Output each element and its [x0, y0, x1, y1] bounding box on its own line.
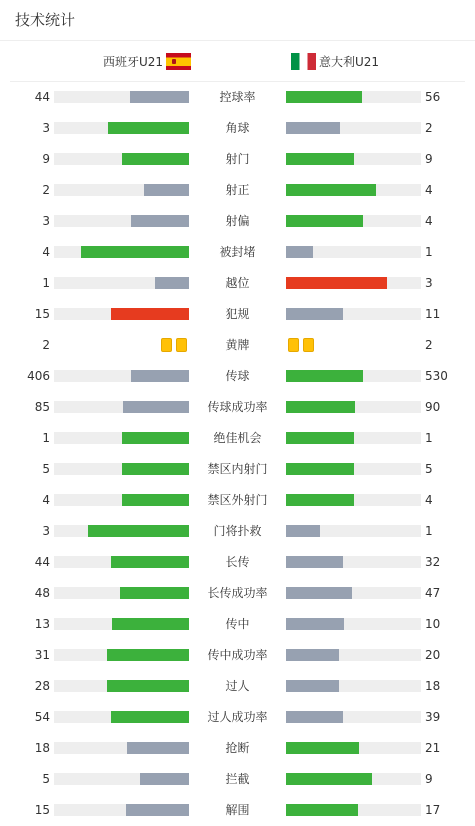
away-bar-fill [286, 91, 362, 103]
home-bar-fill [111, 308, 189, 320]
home-bar-track [54, 494, 189, 506]
stat-row [0, 206, 475, 237]
away-value: 56 [425, 90, 441, 104]
stat-label: 传中 [225, 617, 250, 631]
stat-row [0, 423, 475, 454]
away-bar-fill [286, 432, 354, 444]
away-value: 10 [425, 617, 441, 631]
home-value: 406 [27, 369, 50, 383]
home-bar-track [54, 308, 189, 320]
home-value: 44 [34, 555, 50, 569]
away-value: 1 [425, 524, 433, 538]
stat-label: 传球 [225, 369, 250, 383]
home-bar-track [54, 122, 189, 134]
stat-row [0, 547, 475, 578]
away-value: 1 [425, 431, 433, 445]
away-value: 1 [425, 245, 433, 259]
home-value: 2 [42, 183, 50, 197]
stat-row [0, 454, 475, 485]
home-value: 15 [34, 803, 50, 817]
stat-row [0, 516, 475, 547]
stat-label: 角球 [225, 121, 250, 135]
home-value: 15 [34, 307, 50, 321]
away-bar-fill [286, 153, 354, 165]
stat-row [0, 144, 475, 175]
stat-row [0, 113, 475, 144]
home-bar-fill [126, 804, 189, 816]
stat-label: 门将扑救 [213, 524, 262, 538]
away-bar-track [286, 370, 421, 382]
away-value: 5 [425, 462, 433, 476]
stat-label: 绝佳机会 [213, 431, 262, 445]
away-bar-track [286, 649, 421, 661]
home-bar-track [54, 680, 189, 692]
away-bar-fill [286, 618, 344, 630]
home-bar-track [54, 804, 189, 816]
away-value: 39 [425, 710, 441, 724]
stat-label: 过人 [225, 679, 250, 693]
stat-row [0, 609, 475, 640]
away-bar-fill [286, 680, 339, 692]
away-value: 2 [425, 338, 433, 352]
stat-label: 禁区内射门 [207, 462, 268, 476]
away-yellow-cards [286, 338, 421, 352]
away-bar-track [286, 680, 421, 692]
home-bar-fill [88, 525, 189, 537]
away-bar-fill [286, 649, 339, 661]
home-bar-fill [131, 370, 189, 382]
away-value: 11 [425, 307, 441, 321]
home-bar-fill [81, 246, 189, 258]
stat-label: 射偏 [225, 214, 250, 228]
stat-label: 控球率 [219, 90, 256, 104]
stat-row [0, 392, 475, 423]
home-bar-track [54, 649, 189, 661]
away-bar-track [286, 587, 421, 599]
home-bar-track [54, 463, 189, 475]
home-value: 54 [34, 710, 50, 724]
stat-row [0, 485, 475, 516]
stat-row [0, 733, 475, 764]
away-bar-fill [286, 401, 355, 413]
teams-row [10, 41, 465, 82]
home-bar-track [54, 277, 189, 289]
away-bar-fill [286, 277, 387, 289]
away-bar-fill [286, 122, 340, 134]
home-bar-track [54, 711, 189, 723]
home-bar-track [54, 153, 189, 165]
home-bar-fill [120, 587, 189, 599]
home-bar-track [54, 742, 189, 754]
stat-row [0, 671, 475, 702]
home-bar-fill [155, 277, 189, 289]
away-bar-fill [286, 556, 343, 568]
away-value: 3 [425, 276, 433, 290]
home-bar-track [54, 618, 189, 630]
away-bar-fill [286, 525, 320, 537]
home-bar-fill [127, 742, 189, 754]
page-title: 技术统计 [15, 11, 76, 29]
home-bar-fill [140, 773, 189, 785]
home-bar-fill [144, 184, 189, 196]
away-value: 21 [425, 741, 441, 755]
home-bar-fill [107, 649, 189, 661]
stat-row [0, 361, 475, 392]
away-team[interactable] [291, 52, 379, 70]
away-bar-track [286, 804, 421, 816]
home-value: 1 [42, 431, 50, 445]
home-value: 28 [34, 679, 50, 693]
yellow-card-icon [288, 338, 299, 352]
yellow-card-icon [176, 338, 187, 352]
stat-label: 犯规 [225, 307, 250, 321]
home-bar-track [54, 215, 189, 227]
away-bar-fill [286, 370, 363, 382]
away-bar-track [286, 711, 421, 723]
away-bar-track [286, 494, 421, 506]
away-value: 18 [425, 679, 441, 693]
stat-row [0, 82, 475, 113]
home-bar-track [54, 432, 189, 444]
stat-row [0, 702, 475, 733]
away-value: 90 [425, 400, 441, 414]
home-bar-fill [111, 556, 189, 568]
away-bar-fill [286, 494, 354, 506]
stat-label: 抢断 [225, 741, 250, 755]
home-bar-fill [108, 122, 189, 134]
home-value: 9 [42, 152, 50, 166]
away-bar-fill [286, 246, 313, 258]
home-team-name: 西班牙U21 [103, 54, 164, 69]
home-value: 44 [34, 90, 50, 104]
yellow-card-icon [303, 338, 314, 352]
stat-label: 过人成功率 [207, 710, 268, 724]
stat-row [0, 578, 475, 609]
away-bar-track [286, 215, 421, 227]
away-bar-fill [286, 711, 343, 723]
away-bar-track [286, 153, 421, 165]
home-bar-track [54, 556, 189, 568]
away-bar-track [286, 463, 421, 475]
stat-label: 解围 [225, 803, 250, 817]
away-value: 2 [425, 121, 433, 135]
away-value: 9 [425, 772, 433, 786]
stat-row [0, 795, 475, 826]
stat-label: 射门 [225, 152, 250, 166]
away-bar-fill [286, 308, 343, 320]
home-team[interactable] [103, 52, 191, 70]
yellow-card-icon [161, 338, 172, 352]
home-bar-fill [131, 215, 189, 227]
stat-row [0, 237, 475, 268]
home-value: 2 [42, 338, 50, 352]
stat-row [0, 175, 475, 206]
home-value: 48 [34, 586, 50, 600]
stat-label: 拦截 [225, 772, 250, 786]
stat-label: 长传成功率 [207, 586, 268, 600]
home-value: 3 [42, 214, 50, 228]
stat-row [0, 764, 475, 795]
away-value: 47 [425, 586, 441, 600]
home-bar-fill [107, 680, 189, 692]
away-bar-track [286, 246, 421, 258]
home-value: 1 [42, 276, 50, 290]
stat-row [0, 268, 475, 299]
away-bar-track [286, 742, 421, 754]
away-value: 4 [425, 214, 433, 228]
home-bar-fill [112, 618, 189, 630]
home-bar-fill [123, 401, 189, 413]
home-bar-fill [111, 711, 189, 723]
away-bar-fill [286, 773, 372, 785]
home-value: 18 [34, 741, 50, 755]
home-bar-fill [122, 153, 190, 165]
home-yellow-cards [54, 338, 189, 352]
home-bar-track [54, 91, 189, 103]
away-bar-track [286, 308, 421, 320]
home-value: 5 [42, 462, 50, 476]
away-bar-fill [286, 587, 352, 599]
away-value: 17 [425, 803, 441, 817]
home-value: 31 [34, 648, 50, 662]
stat-row [0, 330, 475, 361]
stat-row [0, 640, 475, 671]
home-bar-track [54, 773, 189, 785]
away-value: 20 [425, 648, 441, 662]
away-bar-track [286, 618, 421, 630]
home-bar-track [54, 246, 189, 258]
away-bar-track [286, 91, 421, 103]
spain-flag-icon [166, 53, 191, 70]
stat-label: 传中成功率 [207, 648, 268, 662]
home-bar-track [54, 370, 189, 382]
away-bar-track [286, 122, 421, 134]
home-bar-track [54, 525, 189, 537]
away-bar-track [286, 401, 421, 413]
stat-label: 禁区外射门 [207, 493, 268, 507]
home-value: 5 [42, 772, 50, 786]
stat-label: 长传 [225, 555, 250, 569]
away-bar-fill [286, 215, 363, 227]
home-value: 13 [34, 617, 50, 631]
home-bar-fill [122, 432, 190, 444]
away-value: 530 [425, 369, 448, 383]
home-value: 3 [42, 524, 50, 538]
away-bar-track [286, 556, 421, 568]
italy-flag-icon [291, 53, 316, 70]
away-bar-fill [286, 184, 376, 196]
away-value: 4 [425, 493, 433, 507]
stat-label: 黄牌 [225, 338, 250, 352]
home-value: 4 [42, 245, 50, 259]
away-bar-track [286, 525, 421, 537]
stat-label: 射正 [225, 183, 250, 197]
away-value: 32 [425, 555, 441, 569]
away-bar-fill [286, 804, 358, 816]
away-value: 9 [425, 152, 433, 166]
away-bar-track [286, 773, 421, 785]
home-value: 3 [42, 121, 50, 135]
stat-label: 越位 [225, 276, 250, 290]
away-value: 4 [425, 183, 433, 197]
home-bar-fill [122, 494, 190, 506]
home-value: 85 [34, 400, 50, 414]
home-bar-track [54, 401, 189, 413]
stats-header [0, 0, 475, 41]
away-team-name: 意大利U21 [319, 54, 380, 69]
away-bar-track [286, 432, 421, 444]
away-bar-fill [286, 463, 354, 475]
home-bar-track [54, 587, 189, 599]
away-bar-track [286, 277, 421, 289]
home-value: 4 [42, 493, 50, 507]
home-bar-fill [122, 463, 190, 475]
stat-label: 被封堵 [219, 245, 256, 259]
stat-row [0, 299, 475, 330]
stat-label: 传球成功率 [207, 400, 268, 414]
away-bar-fill [286, 742, 359, 754]
home-bar-track [54, 184, 189, 196]
away-bar-track [286, 184, 421, 196]
stats-list [0, 82, 475, 826]
home-bar-fill [130, 91, 189, 103]
